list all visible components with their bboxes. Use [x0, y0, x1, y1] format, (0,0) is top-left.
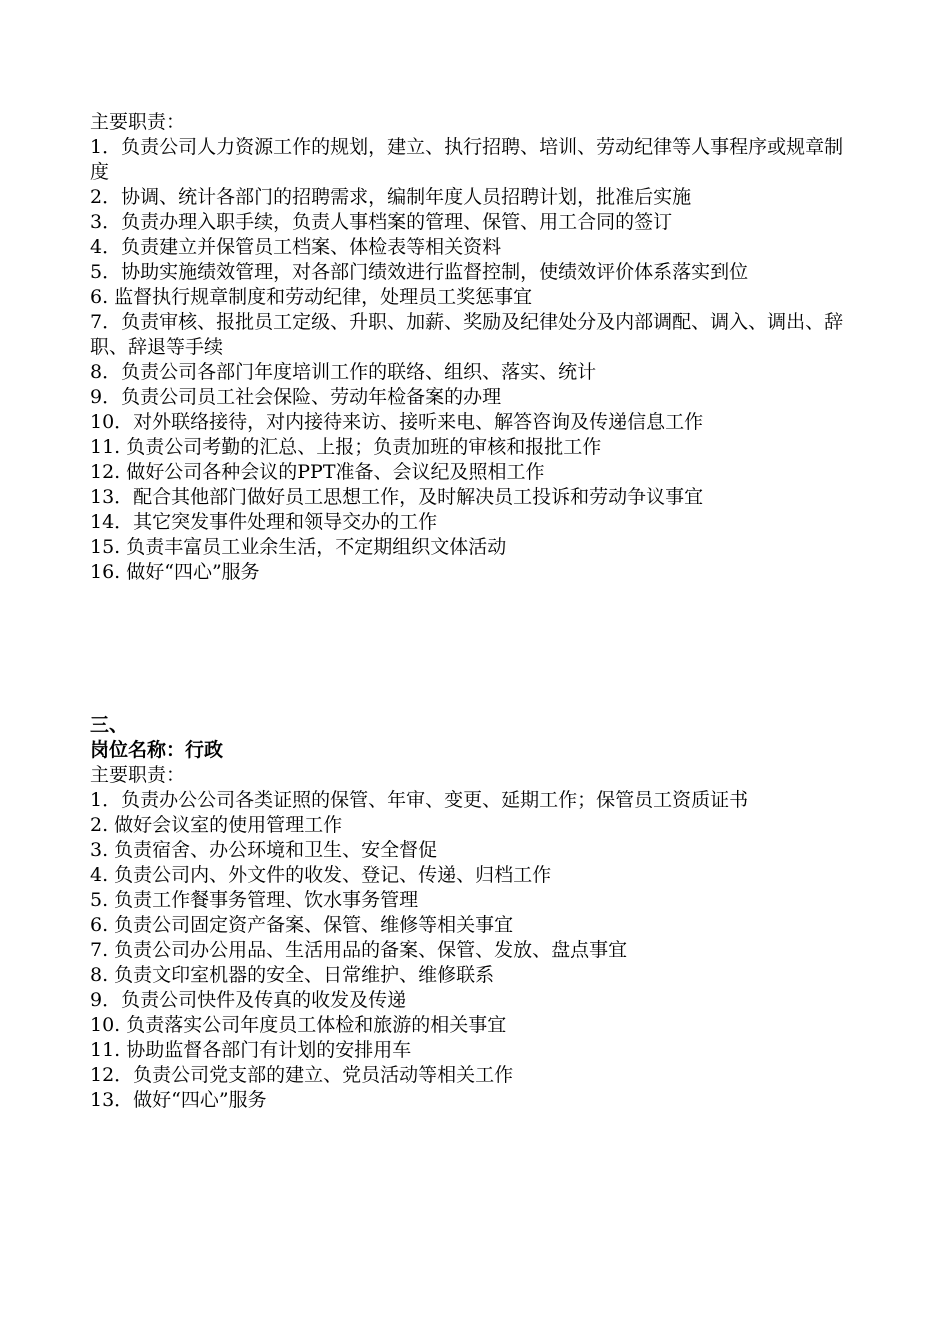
list-item: 1．负责公司人力资源工作的规划，建立、执行招聘、培训、劳动纪律等人事程序或规章制度: [90, 136, 844, 183]
list-item: 3. 负责宿舍、办公环境和卫生、安全督促: [90, 839, 438, 861]
list-item: 11. 协助监督各部门有计划的安排用车: [90, 1039, 412, 1061]
list-item: 7. 负责公司办公用品、生活用品的备案、保管、发放、盘点事宜: [90, 939, 628, 961]
list-item: 2. 做好会议室的使用管理工作: [90, 814, 343, 836]
list-item: 3．负责办理入职手续，负责人事档案的管理、保管、用工合同的签订: [90, 211, 673, 233]
position-title: 岗位名称：行政: [90, 739, 224, 761]
list-item: 9．负责公司员工社会保险、劳动年检备案的办理: [90, 386, 502, 408]
list-item: 14．其它突发事件处理和领导交办的工作: [90, 511, 438, 533]
list-item: 13．做好“四心”服务: [90, 1089, 267, 1111]
list-item: 13．配合其他部门做好员工思想工作，及时解决员工投诉和劳动争议事宜: [90, 486, 704, 508]
list-item: 9．负责公司快件及传真的收发及传递: [90, 989, 407, 1011]
list-item: 8．负责公司各部门年度培训工作的联络、组织、落实、统计: [90, 361, 597, 383]
hr-responsibilities-section: [90, 110, 860, 585]
list-item: 6. 负责公司固定资产备案、保管、维修等相关事宜: [90, 914, 514, 936]
list-item: 10. 负责落实公司年度员工体检和旅游的相关事宜: [90, 1014, 507, 1036]
list-item: 1．负责办公公司各类证照的保管、年审、变更、延期工作；保管员工资质证书: [90, 789, 749, 811]
list-item: 5. 负责工作餐事务管理、饮水事务管理: [90, 889, 419, 911]
list-item: 4．负责建立并保管员工档案、体检表等相关资料: [90, 236, 502, 258]
responsibilities-heading: 主要职责：: [90, 764, 186, 786]
list-item: 4. 负责公司内、外文件的收发、登记、传递、归档工作: [90, 864, 552, 886]
section-spacer: [90, 585, 860, 713]
list-item: 16. 做好“四心”服务: [90, 561, 260, 583]
list-item: 15. 负责丰富员工业余生活，不定期组织文体活动: [90, 536, 507, 558]
list-item: 12. 做好公司各种会议的PPT准备、会议纪及照相工作: [90, 461, 545, 483]
responsibilities-heading: 主要职责：: [90, 111, 186, 133]
list-item: 12．负责公司党支部的建立、党员活动等相关工作: [90, 1064, 514, 1086]
admin-responsibilities-section: [90, 713, 860, 1113]
document-page: [90, 110, 860, 1113]
list-item: 5．协助实施绩效管理，对各部门绩效进行监督控制，使绩效评价体系落实到位: [90, 261, 749, 283]
section-number: 三、: [90, 714, 129, 736]
list-item: 7．负责审核、报批员工定级、升职、加薪、奖励及纪律处分及内部调配、调入、调出、辞职、辞退等手续: [90, 311, 844, 358]
list-item: 6. 监督执行规章制度和劳动纪律，处理员工奖惩事宜: [90, 286, 533, 308]
list-item: 11. 负责公司考勤的汇总、上报；负责加班的审核和报批工作: [90, 436, 602, 458]
list-item: 2．协调、统计各部门的招聘需求，编制年度人员招聘计划，批准后实施: [90, 186, 692, 208]
list-item: 8. 负责文印室机器的安全、日常维护、维修联系: [90, 964, 495, 986]
list-item: 10．对外联络接待，对内接待来访、接听来电、解答咨询及传递信息工作: [90, 411, 704, 433]
